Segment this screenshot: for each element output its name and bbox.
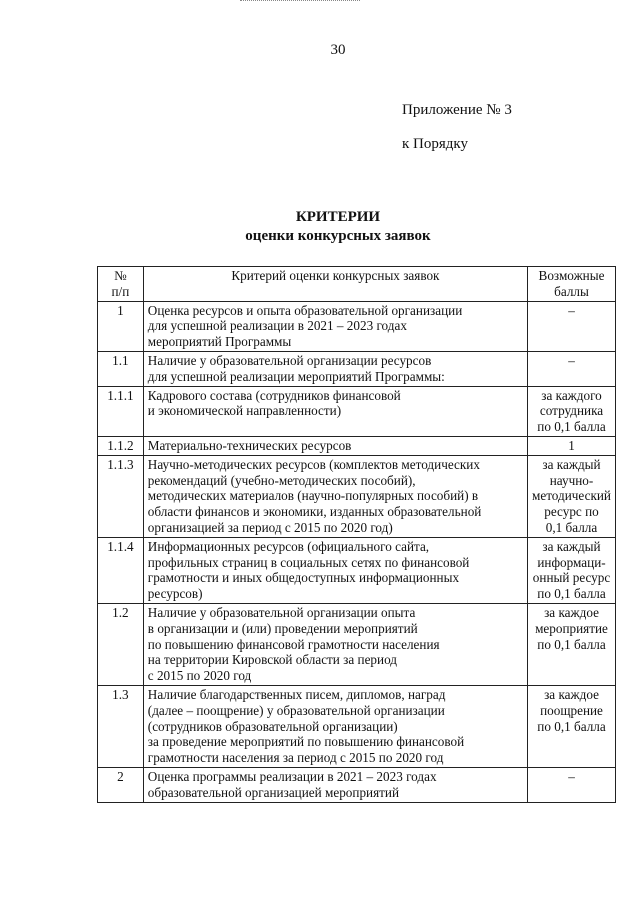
criterion-line: грамотности населения за период с 2015 по 2020 год [147, 750, 444, 766]
score-line: за каждое [544, 686, 599, 702]
criterion-line: Оценка программы реализации в 2021 – 2023 годах [147, 768, 437, 784]
criterion-line: для успешной реализации мероприятий Программы: [147, 368, 445, 384]
criterion-line: организацией за период с 2015 по 2020 год) [147, 519, 393, 535]
score-line: – [568, 302, 575, 318]
row-criterion [143, 537, 527, 603]
row-number: 1.1.4 [98, 537, 144, 603]
criterion-line: грамотности и иных общедоступных информационных [147, 570, 460, 586]
criterion-line: и экономической направленности) [147, 403, 342, 419]
row-criterion [143, 301, 527, 351]
header-score-line1: Возможные [538, 268, 605, 283]
criterion-line: рекомендаций (учебно-методических пособий), [147, 472, 416, 488]
score-line: информаци- [537, 554, 606, 570]
header-score [528, 267, 616, 302]
table-row [98, 767, 616, 802]
row-score [528, 436, 616, 455]
row-score [528, 386, 616, 436]
score-line: по 0,1 балла [537, 718, 606, 734]
score-line: за каждый [542, 456, 601, 472]
table-header-row [98, 267, 616, 302]
row-criterion [143, 436, 527, 455]
row-criterion [143, 767, 527, 802]
criterion-line: Наличие у образовательной организации опыта [147, 604, 416, 620]
criterion-line: ресурсов) [147, 586, 203, 602]
score-line: методический [532, 488, 611, 504]
criterion-line: за проведение мероприятий по повышению финансовой [147, 734, 465, 750]
criterion-line: (сотрудников образовательной организации) [147, 718, 398, 734]
score-line: сотрудника [539, 403, 604, 419]
header-criterion: Критерий оценки конкурсных заявок [143, 267, 527, 302]
score-line: поощрение [540, 702, 603, 718]
row-score [528, 685, 616, 767]
row-score [528, 351, 616, 386]
row-number: 1.1.2 [98, 436, 144, 455]
row-number: 1.1.3 [98, 455, 144, 537]
criterion-line: области финансов и экономики, изданных образовательной [147, 504, 482, 520]
row-number: 1.1.1 [98, 386, 144, 436]
criteria-table [97, 266, 616, 803]
criterion-line: в организации и (или) проведении мероприятий [147, 620, 418, 636]
table-row [98, 436, 616, 455]
row-number: 1.3 [98, 685, 144, 767]
row-score [528, 537, 616, 603]
appendix-reference: к Порядку [402, 136, 468, 152]
criterion-line: Научно-методических ресурсов (комплектов методических [147, 456, 480, 472]
row-number: 1.2 [98, 603, 144, 685]
criterion-line: профильных страниц в социальных сетях по финансовой [147, 554, 470, 570]
row-score [528, 455, 616, 537]
header-number-line1: № [114, 268, 127, 283]
criterion-line: с 2015 по 2020 год [147, 668, 252, 684]
table-row [98, 685, 616, 767]
score-line: 1 [568, 437, 575, 453]
row-number: 1 [98, 301, 144, 351]
score-line: по 0,1 балла [537, 636, 606, 652]
row-criterion [143, 685, 527, 767]
row-criterion [143, 351, 527, 386]
criterion-line: (далее – поощрение) у образовательной организации [147, 702, 445, 718]
title-main: КРИТЕРИИ [295, 209, 381, 225]
appendix-label: Приложение № 3 [402, 102, 512, 118]
row-criterion [143, 455, 527, 537]
score-line: мероприятие [535, 620, 608, 636]
header-score-line2: баллы [554, 283, 589, 299]
criterion-line: Оценка ресурсов и опыта образовательной организации [147, 302, 463, 318]
title-subtitle: оценки конкурсных заявок [245, 228, 431, 244]
criterion-line: Материально-технических ресурсов [147, 437, 352, 453]
criterion-line: Кадрового состава (сотрудников финансовой [147, 387, 401, 403]
criterion-line: для успешной реализации в 2021 – 2023 годах [147, 318, 407, 334]
table-row [98, 537, 616, 603]
table-row [98, 301, 616, 351]
score-line: научно- [549, 472, 594, 488]
criterion-line: мероприятий Программы [147, 334, 292, 350]
page-number: 30 [330, 42, 346, 58]
row-score [528, 301, 616, 351]
scan-artifact [240, 0, 360, 5]
criterion-line: по повышению финансовой грамотности населения [147, 636, 440, 652]
score-line: – [568, 768, 575, 784]
score-line: по 0,1 балла [537, 586, 606, 602]
document-title [18, 208, 640, 246]
row-number: 2 [98, 767, 144, 802]
criterion-line: на территории Кировской области за период [147, 652, 398, 668]
table-row [98, 386, 616, 436]
table-row [98, 351, 616, 386]
criterion-line: Наличие благодарственных писем, дипломов, наград [147, 686, 446, 702]
criterion-line: Информационных ресурсов (официального сайта, [147, 538, 430, 554]
row-score [528, 603, 616, 685]
row-number: 1.1 [98, 351, 144, 386]
criterion-line: методических материалов (научно-популярных пособий) в [147, 488, 479, 504]
header-number-line2: п/п [111, 283, 130, 299]
score-line: за каждое [544, 604, 599, 620]
table-row [98, 603, 616, 685]
score-line: – [568, 352, 575, 368]
score-line: за каждый [542, 538, 601, 554]
score-line: ресурс по [544, 504, 599, 520]
criterion-line: Наличие у образовательной организации ресурсов [147, 352, 432, 368]
row-criterion [143, 603, 527, 685]
criterion-line: образовательной организацией мероприятий [147, 784, 400, 800]
score-line: по 0,1 балла [537, 419, 606, 435]
header-number [98, 267, 144, 302]
score-line: онный ресурс [532, 570, 611, 586]
row-criterion [143, 386, 527, 436]
score-line: 0,1 балла [545, 519, 598, 535]
table-row [98, 455, 616, 537]
table-body [98, 301, 616, 802]
row-score [528, 767, 616, 802]
score-line: за каждого [541, 387, 602, 403]
